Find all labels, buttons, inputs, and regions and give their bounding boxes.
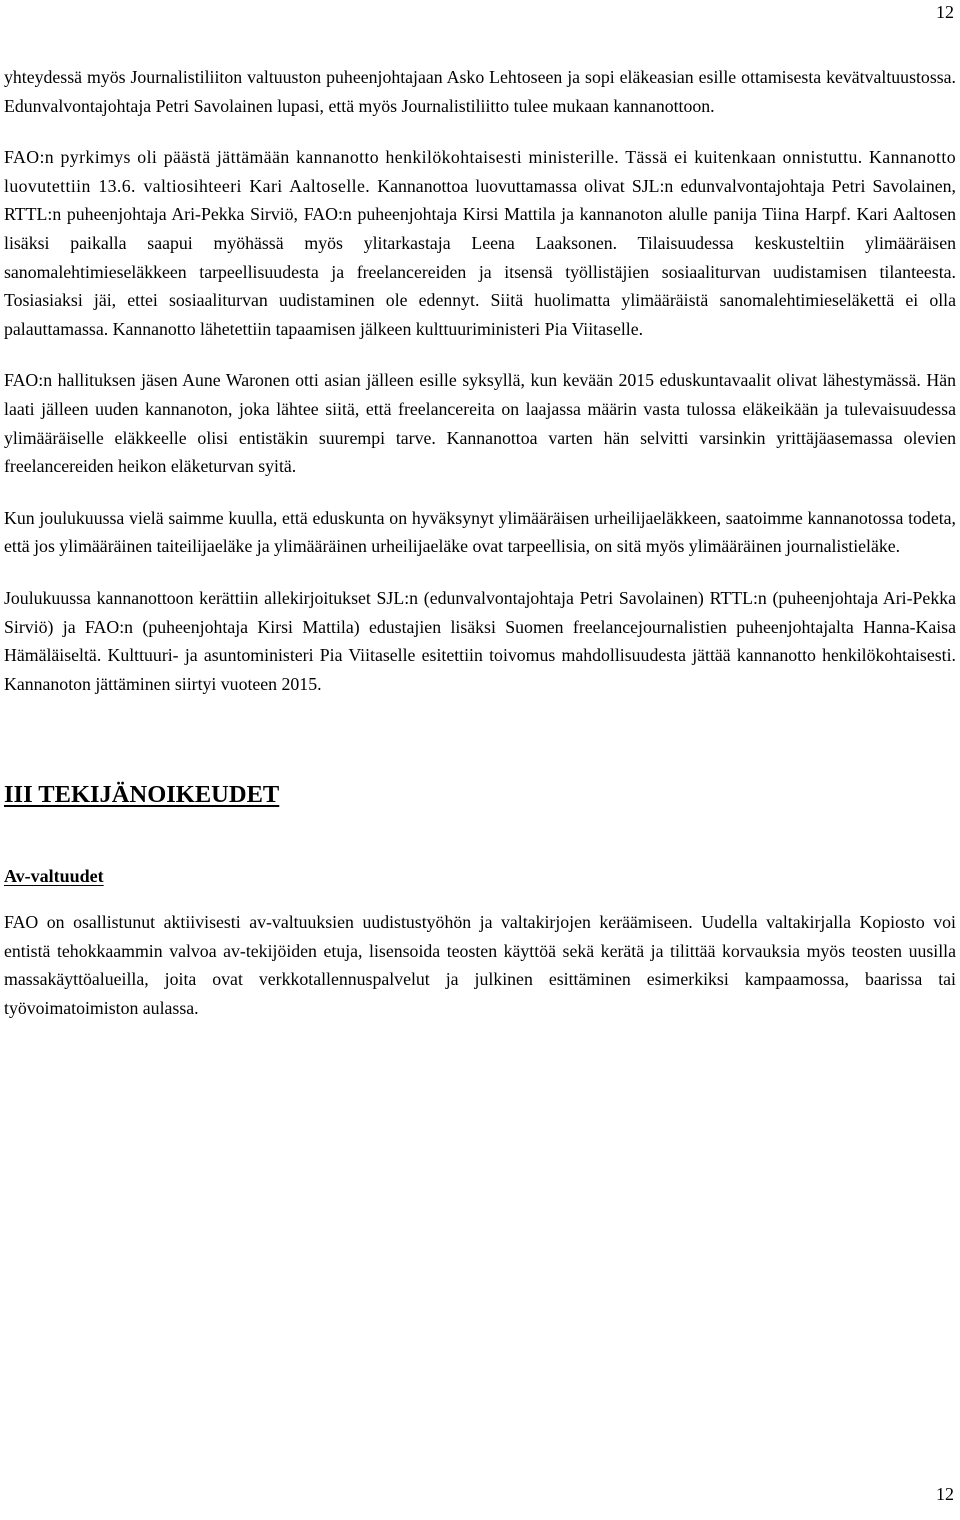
section-paragraph-1: FAO on osallistunut aktiivisesti av-valtuuksien uudistustyöhön ja valtakirjojen keräämiseen. Uudella valtakirjalla Kopiosto voi entistä tehokkaammin valvoa av-tekijöiden etuja, lisensoida teosten käyttöä sekä kerätä ja tilittää korvauksia myös teosten uusilla massakäyttöalueilla, joita ovat verkkotallennuspalvelut ja julkinen esittäminen esimerkiksi kampaamossa, baarissa tai työvoimatoimiston aulassa. [4, 912, 956, 1019]
section-subheading: Av-valtuudet [4, 866, 104, 887]
paragraph-5: Joulukuussa kannanottoon kerättiin allekirjoitukset SJL:n (edunvalvontajohtaja Petri Savolainen) RTTL:n (puheenjohtaja Ari-Pekka Sirviö) ja FAO:n (puheenjohtaja Kirsi Mattila) edustajien lisäksi Suomen freelancejournalistien puheenjohtajalta Hanna-Kaisa Hämäläiseltä. Kulttuuri- ja asuntoministeri Pia Viitaselle esitettiin toivomus mahdollisuudesta jättää kannanotto henkilökohtaisesti. Kannanoton jättäminen siirtyi vuoteen 2015. [4, 587, 956, 694]
paragraph-2-part-a: FAO:n pyrkimys oli päästä jättämään kannanotto henkilökohtaisesti ministerille. Tässä ei kuitenkaan onnistuttu. Kannanotto luovutettiin 13.6. valtiosihteeri Kari Aaltoselle. [4, 147, 956, 196]
page-number-top: 12 [936, 2, 954, 22]
paragraph-2-part-b: Kannanottoa luovuttamassa olivat SJL:n edunvalvontajohtaja Petri Savolainen, RTTL:n puheenjohtaja Ari-Pekka Sirviö, FAO:n puheenjohtaja Kirsi Mattila ja kannanoton alulle panija Tiina Harpf. Kari Aaltosen lisäksi paikalla saapui myöhässä myös ylitarkastaja Leena Laaksonen. Tilaisuudessa keskusteltiin ylimääräisen sanomalehtimieseläkkeen tarpeellisuudesta ja freelancereiden ja itsensä työllistäjien sosiaaliturvan uudistamisen tilanteesta. Tosiasiaksi jäi, ettei sosiaaliturvan uudistaminen ole edennyt. Siitä huolimatta ylimääräistä sanomalehtimieseläkettä ei olla palauttamassa. Kannanotto lähetettiin tapaamisen jälkeen kulttuuriministeri Pia Viitaselle. [4, 175, 956, 339]
paragraph-4: Kun joulukuussa vielä saimme kuulla, että eduskunta on hyväksynyt ylimääräisen urheilijaeläkkeen, saatoimme kannanotossa todeta, että jos ylimääräinen taiteilijaeläke ja ylimääräinen urheilijaeläke ovat tarpeellisia, on sitä myös ylimääräinen journalistieläke. [4, 507, 956, 557]
page-number-bottom: 12 [936, 1484, 954, 1504]
document-body [4, 63, 956, 1046]
section-heading: III TEKIJÄNOIKEUDET [4, 781, 280, 809]
paragraph-1: yhteydessä myös Journalistiliiton valtuuston puheenjohtajaan Asko Lehtoseen ja sopi eläkeasian esille ottamisesta kevätvaltuustossa. Edunvalvontajohtaja Petri Savolainen lupasi, että myös Journalistiliitto tulee mukaan kannanottoon. [4, 67, 956, 116]
paragraph-2 [4, 143, 956, 343]
paragraph-3: FAO:n hallituksen jäsen Aune Waronen otti asian jälleen esille syksyllä, kun kevään 2015 eduskuntavaalit olivat lähestymässä. Hän laati jälleen uuden kannanoton, joka lähtee siitä, että freelancereita on laajassa määrin vasta tulossa eläkeikään ja tulevaisuudessa ylimääräiselle eläkkeelle olisi entistäkin suurempi tarve. Kannanottoa varten hän selvitti varsinkin yrittäjäasemassa olevien freelancereiden heikon eläketurvan syitä. [4, 370, 956, 477]
